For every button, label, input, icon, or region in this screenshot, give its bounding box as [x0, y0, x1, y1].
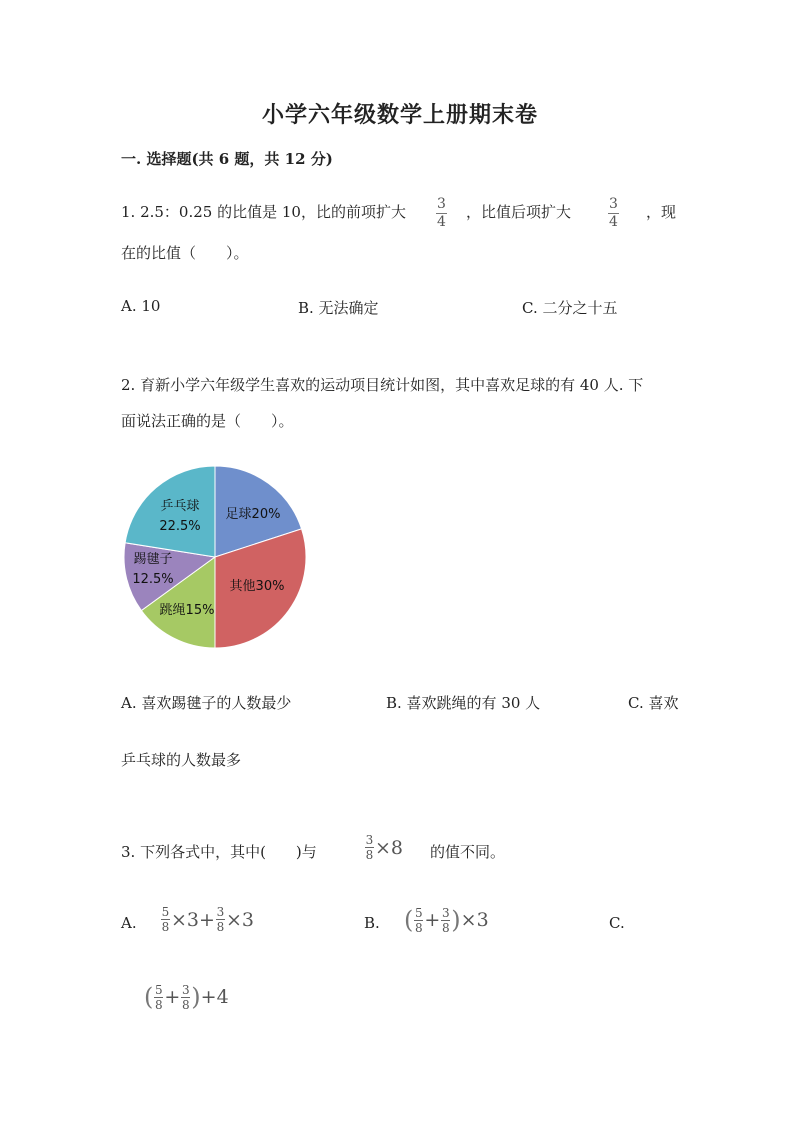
fraction-denominator: 8 — [216, 920, 225, 934]
q1-option-a[interactable]: A. 10 — [121, 297, 161, 315]
q1-line1-middle: ，比值后项扩大 — [466, 203, 572, 221]
q3-option-c-expression[interactable] — [144, 983, 229, 1011]
operator-text: + — [424, 909, 441, 931]
q1-line1-start: 1. 2.5：0.25 的比值是 10，比的前项扩大 — [121, 203, 406, 221]
pie-slice-label-5: 乒乓球 22.5% — [159, 499, 201, 534]
expression-rest: ×8 — [375, 836, 404, 859]
open-paren: ( — [144, 983, 154, 1011]
fraction — [365, 834, 374, 861]
fraction-numerator: 3 — [365, 833, 374, 847]
operator-text: ×3 — [460, 909, 489, 931]
q3-option-b-expression[interactable] — [404, 906, 489, 934]
q3-expression — [364, 834, 403, 861]
fraction — [154, 984, 163, 1011]
q3-option-a-label[interactable]: A. — [121, 914, 137, 932]
fraction-denominator: 8 — [155, 997, 163, 1012]
fraction-denominator: 4 — [437, 214, 446, 230]
fraction-denominator: 8 — [415, 920, 423, 935]
q2-option-c-continued: 乒乓球的人数最多 — [121, 751, 242, 769]
fraction-numerator: 3 — [216, 905, 225, 919]
fraction-numerator: 3 — [437, 196, 446, 212]
q1-fraction-1 — [436, 197, 447, 230]
fraction-numerator: 3 — [181, 982, 190, 997]
open-paren: ( — [404, 906, 414, 934]
q2-line1: 2. 育新小学六年级学生喜欢的运动项目统计如图，其中喜欢足球的有 40 人. 下 — [121, 376, 644, 394]
section-heading: 一. 选择题(共 6 题，共 12 分) — [121, 150, 333, 168]
close-paren: ) — [191, 983, 201, 1011]
operator-text: + — [164, 986, 181, 1008]
close-paren: ) — [451, 906, 461, 934]
fraction-denominator: 4 — [609, 214, 618, 230]
fraction-numerator: 5 — [415, 905, 423, 920]
fraction — [414, 907, 423, 934]
pie-slice-label-3: 跳绳15% — [159, 603, 215, 618]
fraction — [216, 906, 225, 933]
pie-slice-label-4: 踢毽子 12.5% — [132, 552, 174, 587]
fraction-numerator: 5 — [155, 982, 163, 997]
q1-line2: 在的比值（ ）。 — [121, 244, 249, 262]
operator-text: +4 — [200, 986, 229, 1008]
fraction — [441, 907, 450, 934]
operator-text: ×3+ — [171, 908, 215, 931]
q3-text-start: 3. 下列各式中，其中( )与 — [121, 843, 317, 861]
q3-option-b-label[interactable]: B. — [364, 914, 380, 932]
q2-option-a[interactable]: A. 喜欢踢毽子的人数最少 — [121, 694, 292, 712]
q1-option-c[interactable]: C. 二分之十五 — [522, 299, 618, 317]
q2-option-b[interactable]: B. 喜欢跳绳的有 30 人 — [386, 694, 541, 712]
fraction-denominator: 8 — [441, 920, 450, 935]
fraction — [161, 906, 170, 933]
q3-option-c-label[interactable]: C. — [609, 914, 625, 932]
q3-text-end: 的值不同。 — [430, 843, 506, 861]
q2-line2: 面说法正确的是（ ）。 — [121, 412, 294, 430]
fraction-numerator: 3 — [609, 196, 618, 212]
q3-option-a-expression[interactable] — [160, 906, 254, 933]
fraction — [181, 984, 190, 1011]
pie-slice-label-1: 足球20% — [225, 507, 281, 522]
fraction-denominator: 8 — [181, 997, 190, 1012]
operator-text: ×3 — [225, 908, 254, 931]
q2-option-c[interactable]: C. 喜欢 — [628, 694, 679, 712]
fraction-denominator: 8 — [161, 920, 170, 934]
fraction-numerator: 3 — [441, 905, 450, 920]
sports-pie-chart — [115, 455, 315, 655]
q1-option-b[interactable]: B. 无法确定 — [298, 299, 379, 317]
fraction-denominator: 8 — [365, 848, 374, 862]
page-title: 小学六年级数学上册期末卷 — [261, 102, 538, 128]
q1-fraction-2 — [608, 197, 619, 230]
pie-slice-label-2: 其他30% — [229, 579, 285, 594]
fraction-numerator: 5 — [161, 905, 170, 919]
q1-line1-end: ，现 — [646, 203, 677, 221]
